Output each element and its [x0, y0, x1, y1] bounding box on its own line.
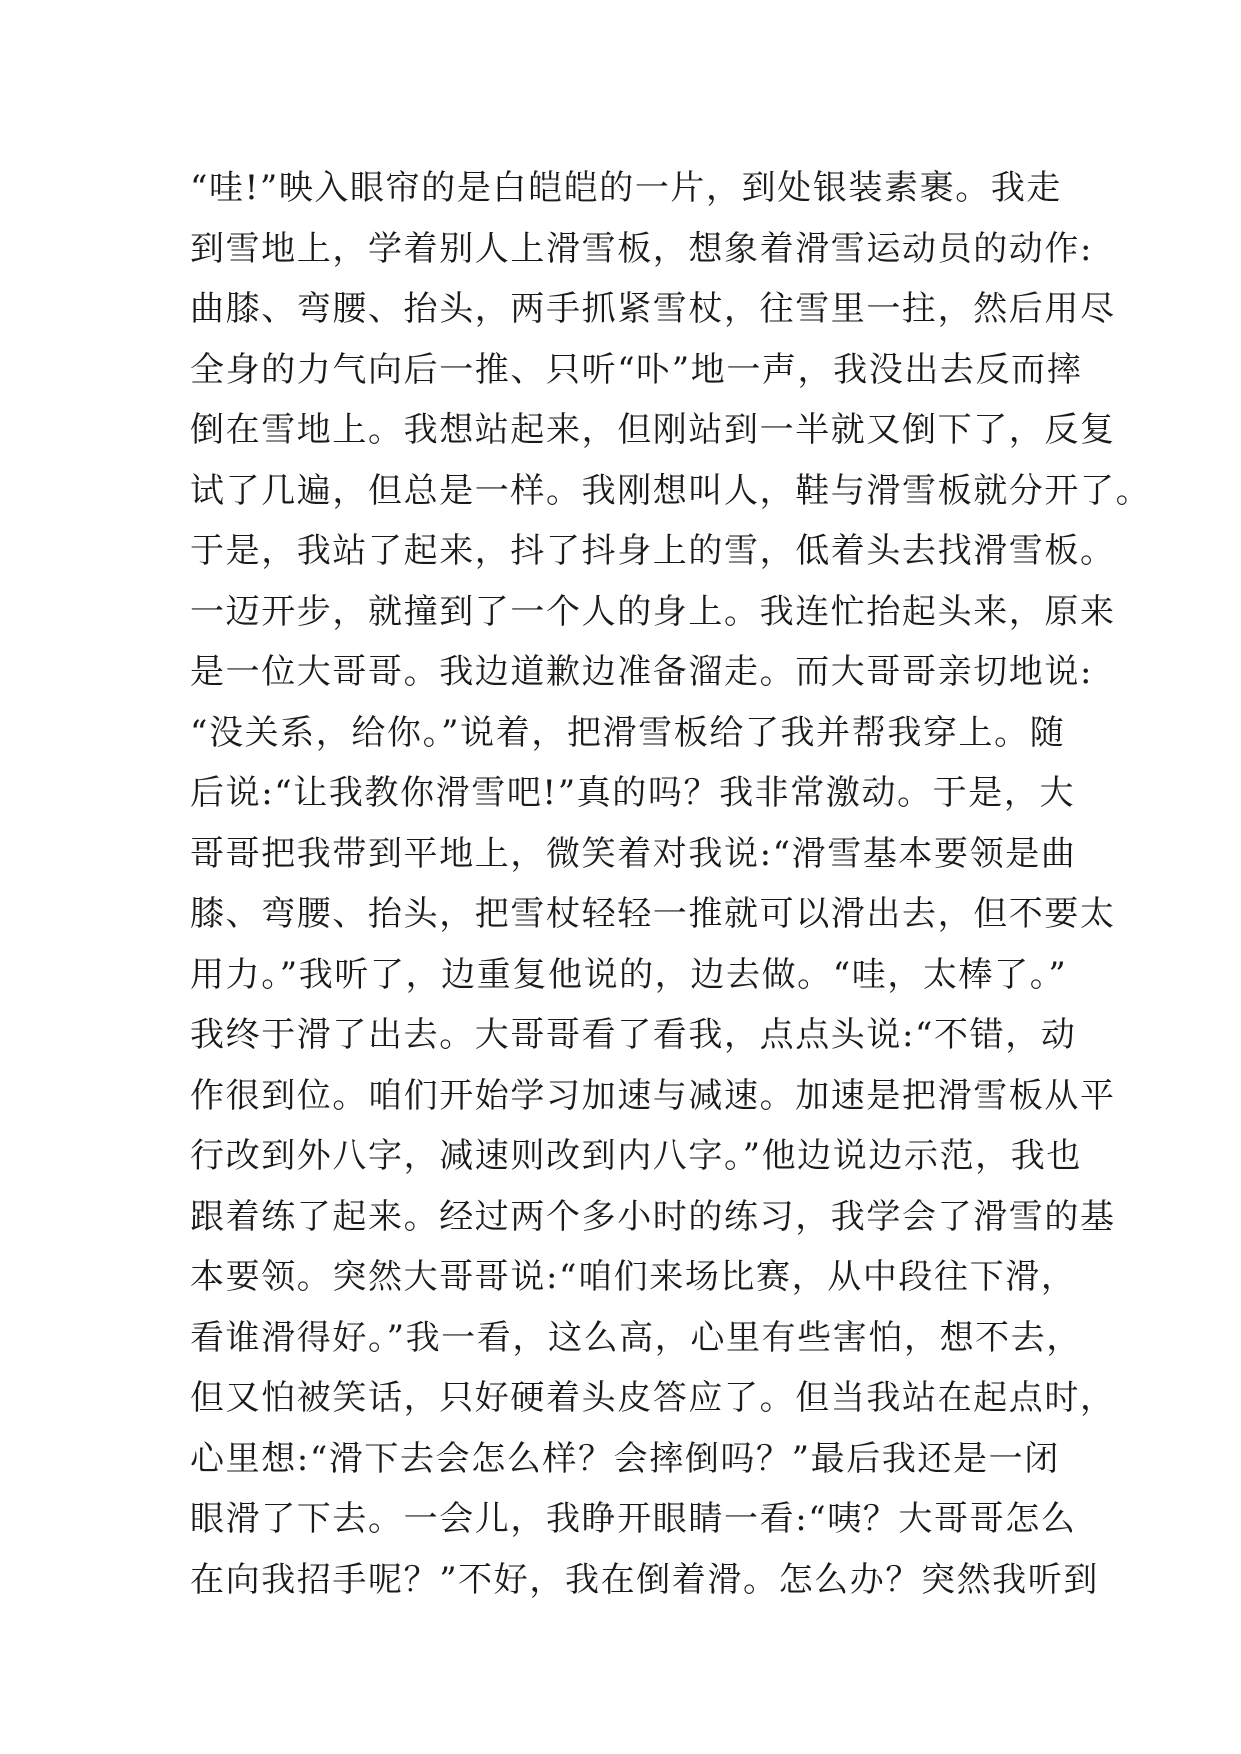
text-line: 在向我招手呢？”不好，我在倒着滑。怎么办？突然我听到 [190, 1559, 1099, 1600]
text-line: 是一位大哥哥。我边道歉边准备溜走。而大哥哥亲切地说: [190, 652, 1094, 692]
text-line: 于是，我站了起来，抖了抖身上的雪，低着头去找滑雪板。 [190, 531, 1116, 571]
text-line: 曲膝、弯腰、抬头，两手抓紧雪杖，往雪里一拄，然后用尽 [190, 289, 1116, 329]
text-line: 到雪地上，学着别人上滑雪板，想象着滑雪运动员的动作: [190, 228, 1094, 269]
text-line: 哥哥把我带到平地上，微笑着对我说:“滑雪基本要领是曲 [190, 833, 1077, 874]
text-line: 眼滑了下去。一会儿，我睁开眼睛一看:“咦？大哥哥怎么 [190, 1499, 1077, 1539]
text-line: “没关系，给你。”说着，把滑雪板给了我并帮我穿上。随 [190, 712, 1066, 753]
text-line: 跟着练了起来。经过两个多小时的练习，我学会了滑雪的基 [190, 1196, 1116, 1237]
text-line: 行改到外八字，减速则改到内八字。”他边说边示范，我也 [190, 1136, 1082, 1176]
text-line: 用力。”我听了，边重复他说的，边去做。“哇，太棒了。” [190, 954, 1068, 995]
text-line: 全身的力气向后一推、只听“卟”地一声，我没出去反而摔 [190, 349, 1083, 390]
text-line: 看谁滑得好。”我一看，这么高，心里有些害怕，想不去， [190, 1317, 1082, 1358]
text-line: 后说:“让我教你滑雪吧!”真的吗？我非常激动。于是，大 [190, 773, 1076, 813]
text-line: 倒在雪地上。我想站起来，但刚站到一半就又倒下了，反复 [190, 410, 1116, 450]
text-line: 我终于滑了出去。大哥哥看了看我，点点头说:“不错，动 [190, 1015, 1077, 1055]
essay-paragraph [190, 158, 1152, 1610]
text-line: 心里想:“滑下去会怎么样？会摔倒吗？”最后我还是一闭 [190, 1438, 1060, 1479]
text-line: 但又怕被笑话，只好硬着头皮答应了。但当我站在起点时， [190, 1378, 1116, 1418]
text-line: 膝、弯腰、抬头，把雪杖轻轻一推就可以滑出去，但不要太 [190, 894, 1116, 934]
text-line: 试了几遍，但总是一样。我刚想叫人，鞋与滑雪板就分开了。 [190, 470, 1152, 511]
text-line: 作很到位。咱们开始学习加速与减速。加速是把滑雪板从平 [190, 1075, 1116, 1116]
text-line: 一迈开步，就撞到了一个人的身上。我连忙抬起头来，原来 [190, 591, 1116, 632]
text-line: “哇!”映入眼帘的是白皑皑的一片，到处银装素裹。我走 [190, 168, 1063, 208]
text-line: 本要领。突然大哥哥说:“咱们来场比赛，从中段往下滑， [190, 1257, 1077, 1297]
